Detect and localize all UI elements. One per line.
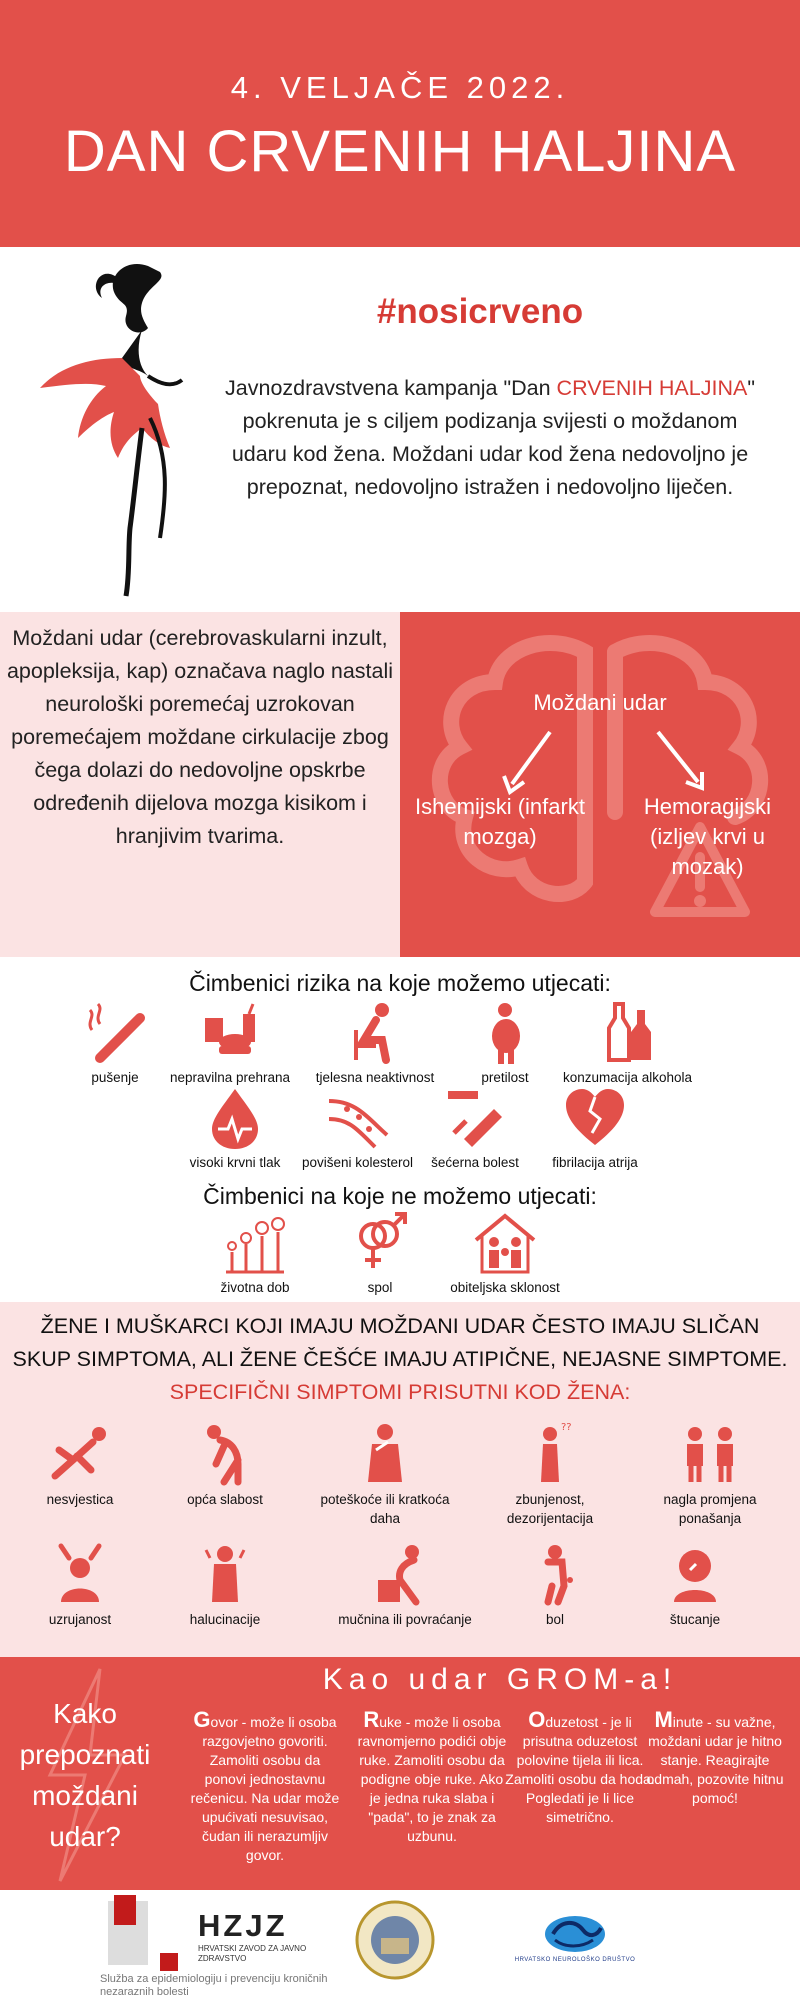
artery-icon — [325, 1085, 391, 1151]
symptom-confusion — [485, 1420, 615, 1528]
broken-heart-icon — [562, 1085, 628, 1151]
sitting-person-icon — [342, 1000, 408, 1066]
hzjz-department: Služba za epidemiologiju i prevenciju kroničnih nezaraznih bolesti — [100, 1973, 328, 1998]
agitation-icon — [47, 1540, 113, 1606]
hzjz-logo — [100, 1895, 190, 1973]
intro-text-highlight: CRVENIH HALJINA — [556, 376, 748, 400]
blood-pressure-icon — [202, 1085, 268, 1151]
symptom-agitation — [20, 1540, 140, 1629]
grom-col-m — [645, 1707, 785, 1808]
symptom-label: štucanje — [669, 1612, 721, 1627]
symptom-label: opća slabost — [187, 1492, 263, 1507]
symptom-pain — [505, 1540, 605, 1629]
grom-text: duzetost - je li prisutna oduzetost polovine tijela ili lica. Zamoliti osobu da hoda. Pogledati je li lice simetrično. — [505, 1714, 655, 1825]
symptom-label: mučnina ili povraćanje — [338, 1612, 472, 1627]
grom-letter: M — [654, 1707, 673, 1732]
risk-label: visoki krvni tlak — [189, 1155, 281, 1170]
hzjz-subtitle: HRVATSKI ZAVOD ZA JAVNO ZDRAVSTVO — [198, 1944, 307, 1963]
symptom-label: zbunjenost, dezorijentacija — [506, 1492, 594, 1526]
brain-illustration — [400, 612, 800, 957]
pain-icon — [522, 1540, 588, 1606]
intro-text-start: Javnozdravstvena kampanja "Dan — [225, 376, 557, 400]
symptom-label: nesvjestica — [46, 1492, 114, 1507]
obesity-icon — [472, 1000, 538, 1066]
grom-col-o — [505, 1707, 655, 1827]
red-dress-dancer-illustration — [30, 258, 220, 598]
neurology-society-name: HRVATSKO NEUROLOŠKO DRUŠTVO — [514, 1957, 636, 1963]
stroke-label: Moždani udar — [533, 690, 667, 715]
symptoms-intro — [10, 1310, 790, 1409]
cigarette-icon — [82, 1000, 148, 1066]
grom-text: inute - su važne, moždani udar je hitno stanje. Reagirajte odmah, pozovite hitnu pomoć! — [646, 1714, 784, 1806]
nonrisk-label: spol — [367, 1280, 393, 1295]
risk-label: pretilost — [481, 1070, 529, 1085]
behavior-change-icon — [677, 1420, 743, 1486]
symptom-label: nagla promjena ponašanja — [663, 1492, 757, 1526]
ages-icon — [222, 1210, 288, 1276]
risk-blood-pressure — [170, 1085, 300, 1170]
grom-question: Kako prepoznati moždani udar? — [19, 1698, 151, 1852]
grom-letter: G — [193, 1707, 211, 1732]
hzjz-name: HZJZ — [198, 1908, 288, 1943]
grom-col-r — [357, 1707, 507, 1846]
risk-diet — [150, 1000, 310, 1085]
grom-title: Kao udar GROM-a! — [322, 1663, 678, 1696]
risk-label: nepravilna prehrana — [169, 1070, 291, 1085]
breathing-icon — [352, 1420, 418, 1486]
symptom-hiccup — [640, 1540, 750, 1629]
grom-col-g — [190, 1707, 340, 1865]
risk-cholesterol — [295, 1085, 420, 1170]
symptom-weakness — [165, 1420, 285, 1509]
confusion-icon — [517, 1420, 583, 1486]
event-date: 4. VELJAČE 2022. — [230, 70, 570, 105]
symptoms-text: ŽENE I MUŠKARCI KOJI IMAJU MOŽDANI UDAR ČESTO IMAJU SLIČAN SKUP SIMPTOMA, ALI ŽENE ČEŠĆE IMAJU ATIPIČNE, NEJASNE SIMPTOME. — [12, 1314, 788, 1371]
gender-icon — [347, 1210, 413, 1276]
ischemic-label: Ishemijski (infarkt mozga) — [415, 794, 585, 849]
symptom-label: poteškoće ili kratkoća daha — [320, 1492, 450, 1526]
svg-text:??: ?? — [561, 1422, 572, 1433]
risk-label: pušenje — [91, 1070, 139, 1085]
fainting-icon — [47, 1420, 113, 1486]
family-house-icon — [472, 1210, 538, 1276]
symptom-label: uzrujanost — [48, 1612, 112, 1627]
alcohol-bottles-icon — [595, 1000, 661, 1066]
nonrisk-family — [430, 1210, 580, 1295]
risk-label: šećerna bolest — [431, 1155, 519, 1170]
grom-letter: O — [528, 1707, 546, 1732]
nonrisk-label: životna dob — [220, 1280, 290, 1295]
insulin-pen-icon — [442, 1085, 508, 1151]
risk-label: tjelesna neaktivnost — [315, 1070, 435, 1085]
intro-paragraph — [225, 372, 755, 504]
hiccup-icon — [662, 1540, 728, 1606]
grom-text: ovor - može li osoba razgovjetno govoriti. Zamoliti osobu da ponovi jednostavnu rečenicu. Na udar može upućivati nesuvisao, čudan ili nerazumljiv govor. — [190, 1714, 340, 1863]
risk-label: fibrilacija atrija — [552, 1155, 638, 1170]
grom-text: uke - može li osoba ravnomjerno podići obje ruke. Zamoliti osobu da podigne obje ruke. Ako je jedna ruka slaba i "pada", to je znak za uzbunu. — [357, 1714, 507, 1844]
intro-text-end: " pokrenuta je s ciljem podizanja svijesti o moždanom udaru kod žena. Moždani udar kod žena nedovoljno je prepoznat, nedovoljno istražen i nedovoljno liječen. — [231, 376, 755, 499]
campaign-hashtag: #nosicrveno — [376, 292, 584, 331]
nonrisk-age — [200, 1210, 310, 1295]
risk-atrial-fibrillation — [530, 1085, 660, 1170]
symptom-nausea — [330, 1540, 480, 1629]
grom-letter: R — [363, 1707, 380, 1732]
hemorrhagic-label: Hemoragijski (izljev krvi u mozak) — [643, 794, 772, 879]
risk-obesity — [460, 1000, 550, 1085]
symptom-label: halucinacije — [189, 1612, 261, 1627]
risk-label: povišeni kolesterol — [301, 1155, 414, 1170]
risk-label: konzumacija alkohola — [562, 1070, 693, 1085]
junk-food-icon — [197, 1000, 263, 1066]
weakness-icon — [192, 1420, 258, 1486]
nonrisk-sex — [345, 1210, 415, 1295]
symptom-label: bol — [545, 1612, 564, 1627]
symptom-behavior — [640, 1420, 780, 1528]
symptom-hallucination — [165, 1540, 285, 1629]
neurology-society-logo — [535, 1910, 615, 1958]
hallucination-icon — [192, 1540, 258, 1606]
symptoms-highlight: SPECIFIČNI SIMPTOMI PRISUTNI KOD ŽENA: — [169, 1380, 631, 1404]
risk-diabetes — [420, 1085, 530, 1170]
vomiting-icon — [372, 1540, 438, 1606]
non-modifiable-title: Čimbenici na koje ne možemo utjecati: — [203, 1183, 597, 1209]
risk-alcohol — [545, 1000, 710, 1085]
definition-text: Moždani udar (cerebrovaskularni inzult, apopleksija, kap) označava naglo nastali neurološki poremećaj uzrokovan poremećajem moždane cirkulacije zbog čega dolazi do nedovoljne opskrbe određenih dijelova mozga kisikom i hranjivim tvarima. — [6, 626, 394, 848]
symptom-breathing — [320, 1420, 450, 1528]
risk-factors-title: Čimbenici rizika na koje možemo utjecati: — [189, 970, 611, 996]
risk-inactivity — [300, 1000, 450, 1085]
nonrisk-label: obiteljska sklonost — [450, 1280, 560, 1295]
page-title: DAN CRVENIH HALJINA — [63, 119, 737, 184]
symptom-fainting — [20, 1420, 140, 1509]
medical-society-seal — [355, 1900, 435, 1980]
